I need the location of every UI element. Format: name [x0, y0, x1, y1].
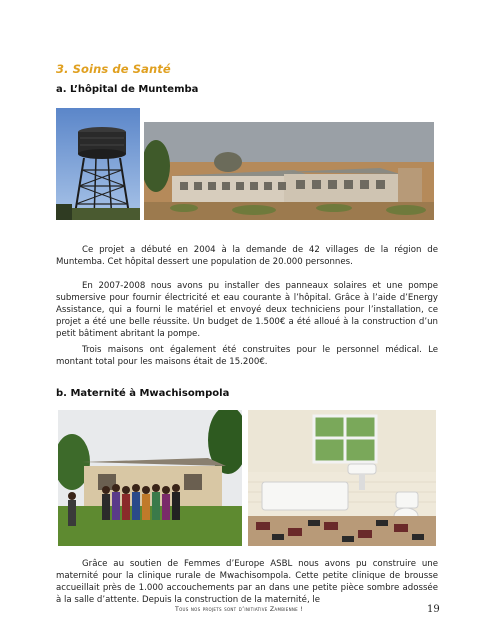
page-number: 19 [427, 604, 440, 615]
water-tower-photo [56, 108, 140, 220]
paragraph-a-3 [56, 344, 438, 368]
hospital-building-photo [144, 122, 434, 220]
section-title: 3. Soins de Santé [56, 62, 171, 76]
subsection-b-heading: b. Maternité à Mwachisompola [56, 388, 230, 399]
paragraph-a-1-text: Ce projet a débuté en 2004 à la demande de 42 villages de la région de Muntemba. Cet hôpital dessert une population de 20.000 personnes. [56, 245, 438, 267]
maternity-bathroom-photo [248, 410, 436, 546]
paragraph-a-3-text: Trois maisons ont également été construites pour le personnel médical. Le montant total pour les maisons était de 15.200€. [56, 345, 438, 367]
paragraph-a-2-text: En 2007-2008 nous avons pu installer des panneaux solaires et une pompe submersive pour fournir électricité et eau courante à l’hôpital. Grâce à l’aide d’Energy Assistance, qui a fourni le matériel et envoyé deux techniciens pour l’installation, ce projet a été une belle réussite. Un budget de 1.500€ a été alloué à la construction d’un petit bâtiment abritant la pompe. [56, 281, 438, 339]
subsection-a-heading: a. L’hôpital de Muntemba [56, 84, 199, 95]
paragraph-b-1 [56, 558, 438, 606]
footer-text: Tous nos projets sont d’initiative Zambienne ! [175, 606, 304, 613]
paragraph-a-2 [56, 280, 438, 340]
paragraph-b-1-text: Grâce au soutien de Femmes d’Europe ASBL nous avons pu construire une maternité pour la clinique rurale de Mwachisompola. Cette petite clinique de brousse accueillait près de 1.000 accouchements par an dans une petite pièce sombre adossée à la salle d’attente. Depuis la construction de la maternité, le [56, 559, 438, 605]
paragraph-a-1 [56, 244, 438, 268]
maternity-group-photo [58, 410, 242, 546]
